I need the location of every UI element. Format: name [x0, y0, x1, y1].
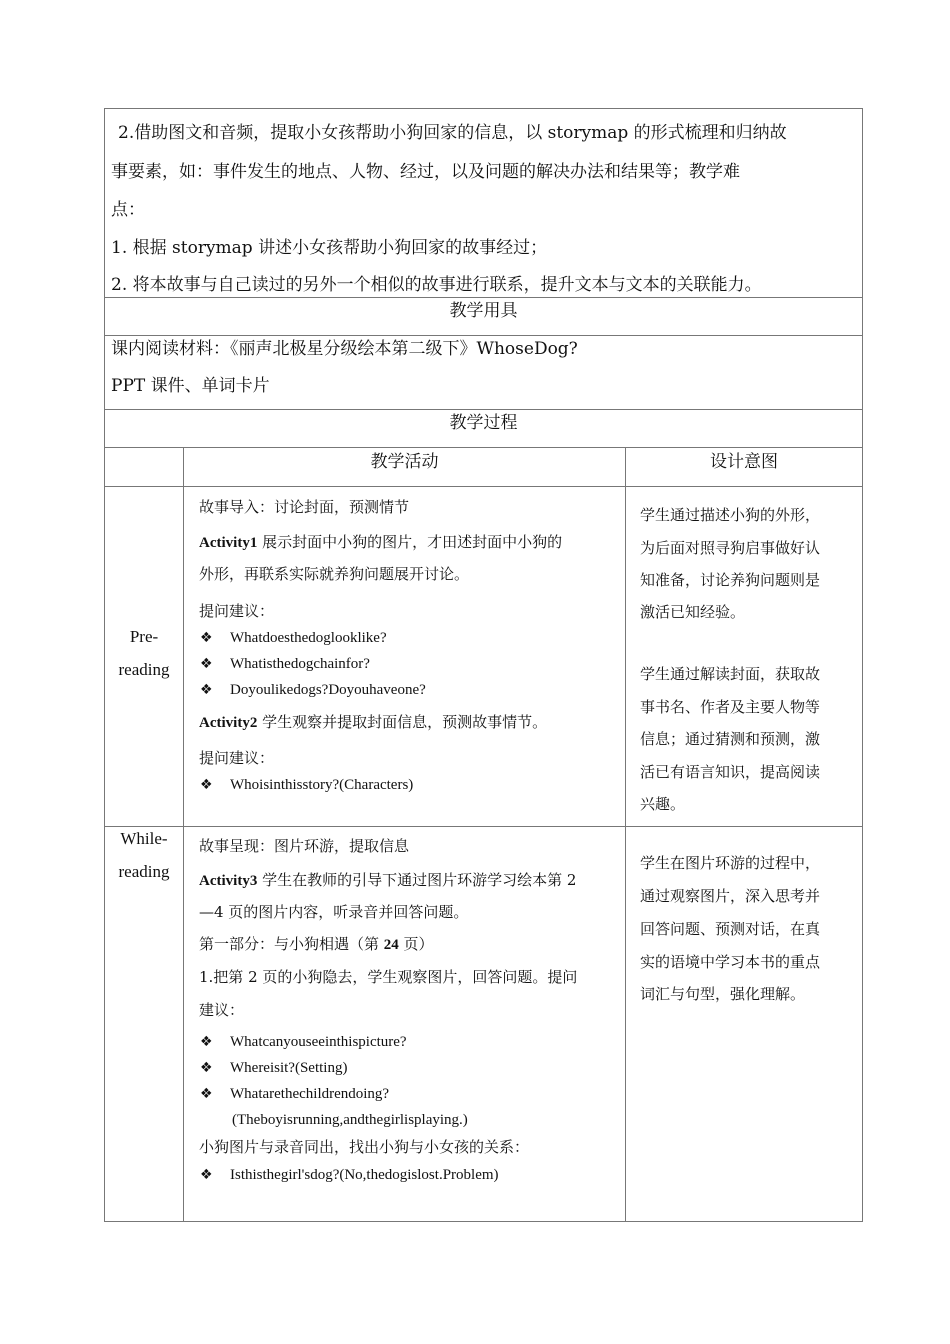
- tools-ppt: PPT 课件、单词卡片: [111, 376, 270, 396]
- column-header-intent: 设计意图: [710, 452, 778, 472]
- intent-text: 激活已知经验。: [640, 603, 746, 621]
- difficulty-line-2: 事要素，如：事件发生的地点、人物、经过，以及问题的解决办法和结果等；教学难: [111, 162, 740, 182]
- question-item: Whatcanyouseeinthispicture?: [230, 1034, 407, 1050]
- lesson-plan-table: [104, 108, 863, 1222]
- row-divider: [105, 486, 862, 487]
- intent-text: 词汇与句型，强化理解。: [640, 985, 806, 1003]
- bullet-icon: ❖: [200, 682, 213, 698]
- step1-text-cont: 建议：: [199, 1001, 245, 1019]
- row-divider: [105, 297, 862, 298]
- difficulty-line-3: 点：: [111, 200, 145, 220]
- intent-text: 学生在图片环游的过程中，: [640, 854, 821, 872]
- row-divider: [105, 409, 862, 410]
- column-divider: [183, 447, 184, 1222]
- stage-label-while: While-: [120, 829, 168, 848]
- activity1-text-cont: 外形，再联系实际就养狗问题展开讨论。: [199, 565, 470, 583]
- activity1-text: Activity1 展示封面中小狗的图片，才田述封面中小狗的: [199, 533, 563, 551]
- intent-text: 兴趣。: [640, 795, 686, 813]
- difficulty-point-2: 2. 将本故事与自己读过的另外一个相似的故事进行联系，提升文本与文本的关联能力。: [111, 275, 762, 295]
- question-suggestion-title: 提问建议：: [199, 749, 275, 767]
- intent-text: 事书名、作者及主要人物等: [640, 698, 821, 716]
- intent-text: 实的语境中学习本书的重点: [640, 953, 821, 971]
- question-answer: (Theboyisrunning,andthegirlisplaying.): [232, 1112, 468, 1128]
- activity3-text-cont: —4 页的图片内容，听录音并回答问题。: [199, 903, 469, 921]
- question-item: Isthisthegirl'sdog?(No,thedogislost.Problem): [230, 1167, 499, 1183]
- stage-label-reading: reading: [118, 660, 170, 679]
- stage-label-pre: Pre-: [129, 627, 159, 646]
- process-header: 教学过程: [449, 413, 518, 433]
- intent-text: 通过观察图片，深入思考并: [640, 887, 821, 905]
- bullet-icon: ❖: [200, 1167, 213, 1183]
- pre-intro: 故事导入：讨论封面，预测情节: [199, 498, 410, 516]
- intent-text: 信息；通过猜测和预测，激: [640, 730, 821, 748]
- bullet-icon: ❖: [200, 630, 213, 646]
- question-item: Whatarethechildrendoing?: [230, 1086, 390, 1102]
- column-header-activity: 教学活动: [370, 452, 439, 472]
- step1-text: 1.把第 2 页的小狗隐去，学生观察图片，回答问题。提问: [199, 968, 578, 986]
- column-divider: [625, 447, 626, 1222]
- row-divider: [105, 447, 862, 448]
- question-item: Whereisit?(Setting): [230, 1060, 348, 1076]
- row-divider: [105, 335, 862, 336]
- question-suggestion-title: 提问建议：: [199, 602, 275, 620]
- intent-text: 学生通过解读封面，获取故: [640, 665, 821, 683]
- difficulty-line-1: 2.借助图文和音频，提取小女孩帮助小狗回家的信息，以 storymap 的形式梳理和归纳故: [118, 123, 787, 143]
- question-item: Doyoulikedogs?Doyouhaveone?: [230, 682, 426, 698]
- intent-text: 学生通过描述小狗的外形，: [640, 506, 821, 524]
- question-item: Whatisthedogchainfor?: [230, 656, 370, 672]
- tools-header: 教学用具: [449, 301, 518, 321]
- intent-text: 知准备，讨论养狗问题则是: [640, 571, 821, 589]
- intent-text: 为后面对照寻狗启事做好认: [640, 539, 821, 557]
- part1-title: 第一部分：与小狗相遇（第 24 页）: [199, 935, 434, 953]
- row-divider: [105, 826, 862, 827]
- activity3-label: Activity3: [199, 873, 258, 889]
- bullet-icon: ❖: [200, 656, 213, 672]
- bullet-icon: ❖: [200, 777, 213, 793]
- activity2-text: Activity2 学生观察并提取封面信息，预测故事情节。: [199, 713, 548, 731]
- tools-reading-material: 课内阅读材料：《丽声北极星分级绘本第二级下》WhoseDog?: [111, 339, 578, 359]
- question-item: Whoisinthisstory?(Characters): [230, 777, 414, 793]
- activity2-label: Activity2: [199, 715, 258, 731]
- bullet-icon: ❖: [200, 1060, 213, 1076]
- question-item: Whatdoesthedoglooklike?: [230, 630, 387, 646]
- activity1-label: Activity1: [199, 535, 258, 551]
- difficulty-point-1: 1. 根据 storymap 讲述小女孩帮助小狗回家的故事经过；: [111, 238, 548, 258]
- while-intro: 故事呈现：图片环游，提取信息: [199, 837, 410, 855]
- intent-text: 回答问题、预测对话，在真: [640, 920, 821, 938]
- bullet-icon: ❖: [200, 1034, 213, 1050]
- step2-text: 小狗图片与录音同出，找出小狗与小女孩的关系：: [199, 1138, 530, 1156]
- activity3-text: Activity3 学生在教师的引导下通过图片环游学习绘本第 2: [199, 871, 577, 889]
- bullet-icon: ❖: [200, 1086, 213, 1102]
- stage-label-reading: reading: [118, 862, 170, 881]
- intent-text: 活已有语言知识，提高阅读: [640, 763, 821, 781]
